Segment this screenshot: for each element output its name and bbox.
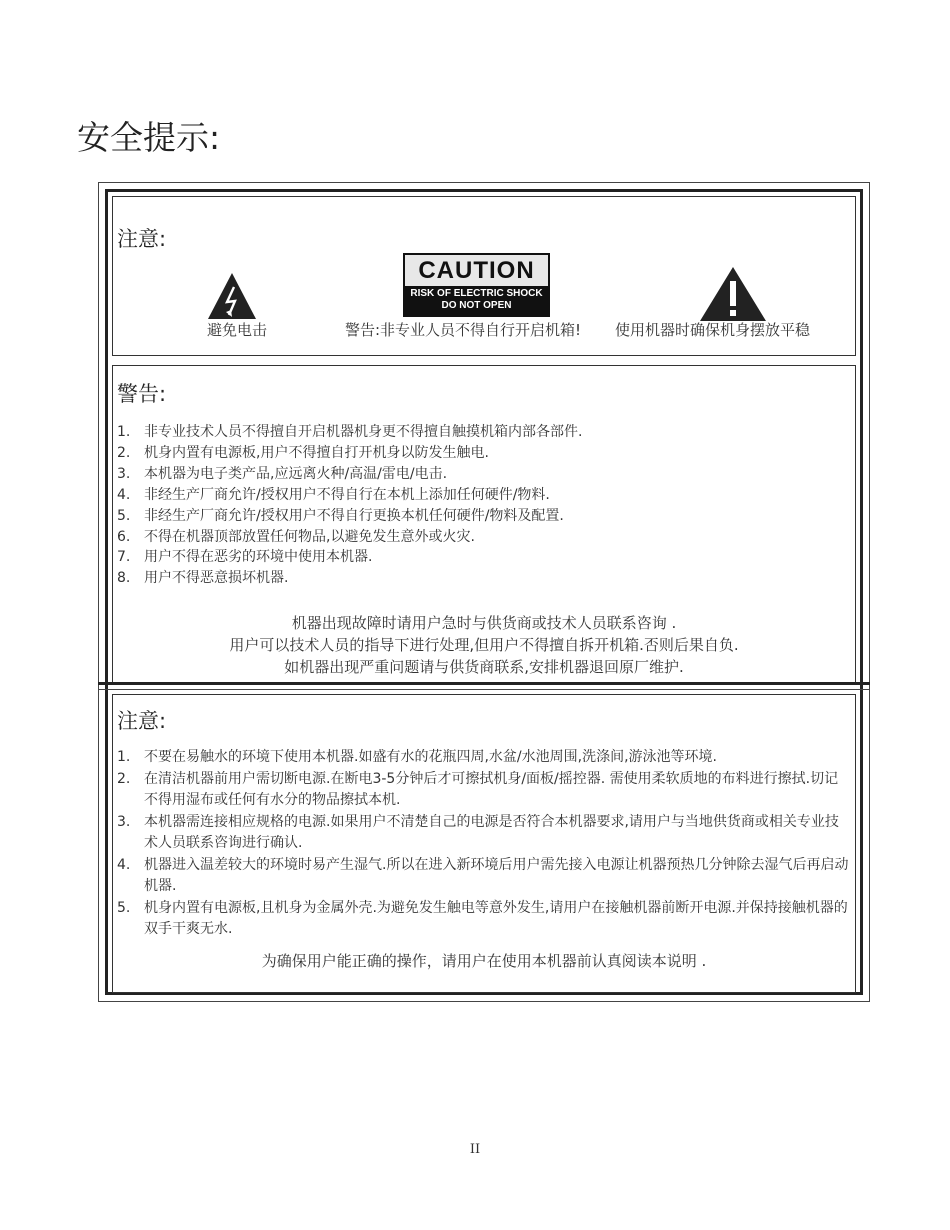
warning-note-3: 如机器出现严重问题请与供货商联系,安排机器退回原厂维护. (284, 658, 684, 676)
list-item: 2. 在清洁机器前用户需切断电源.在断电3-5分钟后才可擦拭机身/面板/摇控器. 需使用柔软质地的布料进行擦拭.切记不得用湿布或任何有水分的物品擦拭本机. (117, 770, 839, 808)
list-item: 2. 机身内置有电源板,用户不得擅自打开机身以防发生触电. (117, 444, 489, 461)
safety-notice-box (98, 182, 870, 1002)
caution-heading: 注意: (117, 709, 167, 733)
warning-list (117, 422, 849, 589)
caution-line-1: RISK OF ELECTRIC SHOCK (410, 288, 543, 299)
list-item: 1. 不要在易触水的环境下使用本机器.如盛有水的花瓶四周,水盆/水池周围,洗涤间,游泳池等环境. (117, 749, 717, 765)
section-divider (98, 682, 870, 685)
section-divider-thin (98, 689, 870, 690)
notice-section (112, 196, 856, 356)
warning-heading: 警告: (117, 382, 167, 406)
caution-title: CAUTION (405, 255, 548, 286)
list-item: 7. 用户不得在恶劣的环境中使用本机器. (117, 549, 373, 566)
warning-note-2: 用户可以技术人员的指导下进行处理,但用户不得擅自拆开机箱.否则后果自负. (229, 636, 739, 654)
notice-heading: 注意: (117, 227, 167, 251)
list-item: 1. 非专业技术人员不得擅自开启机器机身更不得擅自触摸机箱内部各部件. (117, 424, 583, 440)
caution-label-icon (403, 253, 550, 317)
exclamation-warning-icon (698, 265, 768, 327)
caption-keep-level: 使用机器时确保机身摆放平稳 (615, 321, 811, 339)
list-item: 3. 本机器为电子类产品,应远离火种/高温/雷电/电击. (117, 465, 448, 482)
list-item: 3. 本机器需连接相应规格的电源.如果用户不清楚自己的电源是否符合本机器要求,请用户与当地供货商或相关专业技术人员联系咨询进行确认. (117, 813, 839, 851)
caption-do-not-open: 警告:非专业人员不得自行开启机箱! (345, 321, 582, 339)
warning-note-1: 机器出现故障时请用户急时与供货商或技术人员联系咨询 . (291, 614, 677, 632)
caution-section (112, 694, 856, 993)
caution-list (117, 747, 849, 941)
list-item: 5. 非经生产厂商允许/授权用户不得自行更换本机任何硬件/物料及配置. (117, 507, 564, 524)
caution-note: 为确保用户能正确的操作，请用户在使用本机器前认真阅读本说明 . (261, 952, 707, 970)
lightning-warning-icon (206, 271, 258, 325)
list-item: 6. 不得在机器顶部放置任何物品,以避免发生意外或火灾. (117, 528, 475, 545)
caption-avoid-shock: 避免电击 (207, 321, 268, 339)
list-item: 8. 用户不得恶意损坏机器. (117, 570, 289, 587)
list-item: 4. 机器进入温差较大的环境时易产生湿气.所以在进入新环境后用户需先接入电源让机器预热几分钟除去湿气后再启动机器. (117, 856, 849, 894)
caution-line-2: DO NOT OPEN (441, 300, 512, 311)
warning-section (112, 365, 856, 683)
page-title: 安全提示: (77, 118, 221, 157)
list-item: 5. 机身内置有电源板,且机身为金属外壳.为避免发生触电等意外发生,请用户在接触机器前断开电源.并保持接触机器的双手干爽无水. (117, 899, 848, 937)
list-item: 4. 非经生产厂商允许/授权用户不得自行在本机上添加任何硬件/物料. (117, 486, 550, 503)
safety-notice-frame (105, 189, 863, 995)
page-number: II (469, 1142, 481, 1157)
